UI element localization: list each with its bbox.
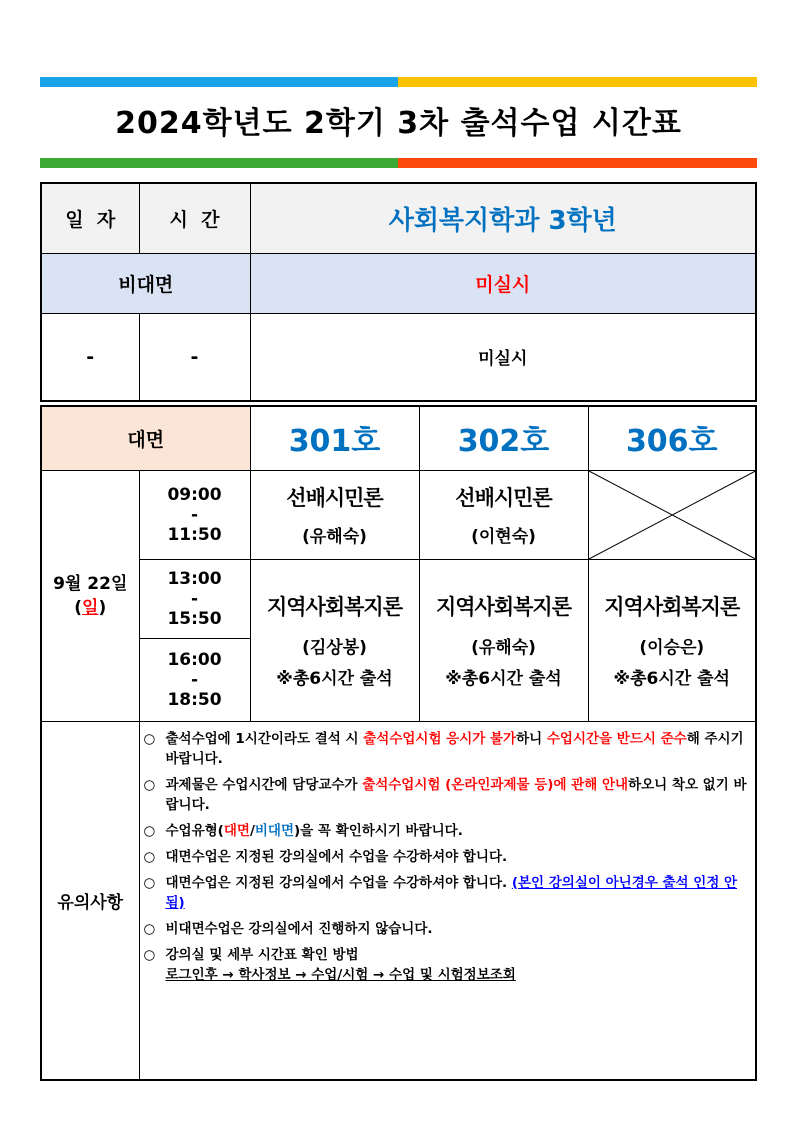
online-row-time: - <box>139 313 250 401</box>
class-301-morning: 선배시민론 (유해숙) <box>250 470 419 559</box>
page-title: 2024학년도 2학기 3차 출석수업 시간표 <box>115 106 682 141</box>
online-table <box>40 182 757 402</box>
offline-date <box>41 470 139 721</box>
top-bar-yellow <box>398 77 757 87</box>
class-302-morning: 선배시민론 (이현숙) <box>419 470 588 559</box>
room-301: 301호 <box>250 406 419 470</box>
room-306: 306호 <box>588 406 756 470</box>
offline-table <box>40 405 757 1081</box>
offline-mode-label: 대면 <box>41 406 250 470</box>
header-dept: 사회복지학과 3학년 <box>250 183 756 253</box>
note-item: ○ 과제물은 수업시간에 담당교수가 출석수업시험 (온라인과제물 등)에 관해 안내하오니 착오 없기 바랍니다. <box>143 776 747 813</box>
menu-path: 로그인후 → 학사정보 → 수업/시험 → 수업 및 시험정보조회 <box>165 966 516 983</box>
note-item: ○ 대면수업은 지정된 강의실에서 수업을 수강하셔야 합니다. (본인 강의실이 아닌경우 출석 인정 안됨) <box>143 874 738 911</box>
top-bar-blue <box>40 77 398 87</box>
notes-label: 유의사항 <box>41 721 139 1080</box>
notes-list <box>139 721 756 1080</box>
class-306-afternoon: 지역사회복지론 (이승은) ※총6시간 출석 <box>588 559 756 721</box>
cross-out-icon <box>589 471 756 559</box>
time-slot-2: 13:00 - 15:50 <box>139 559 250 638</box>
time-slot-3: 16:00 - 18:50 <box>139 638 250 721</box>
date-text: 9월 22일 <box>53 573 128 594</box>
online-mode-status: 미실시 <box>250 253 756 313</box>
header-date: 일 자 <box>41 183 139 253</box>
attendance-warning-link: (본인 강의실이 아닌경우 출석 인정 안됨) <box>165 874 738 911</box>
bottom-bar-green <box>40 158 398 168</box>
bottom-bar-orange <box>398 158 757 168</box>
online-mode-label: 비대면 <box>41 253 250 313</box>
empty-slot-306-morning <box>588 470 756 559</box>
note-item: ○ 수업유형(대면/비대면)을 꼭 확인하시기 바랍니다. <box>143 822 463 839</box>
online-row-date: - <box>41 313 139 401</box>
room-302: 302호 <box>419 406 588 470</box>
note-item: ○ 강의실 및 세부 시간표 확인 방법 로그인후 → 학사정보 → 수업/시험 → 수업 및 시험정보조회 <box>143 946 516 983</box>
note-item: ○ 대면수업은 지정된 강의실에서 수업을 수강하셔야 합니다. <box>143 848 508 865</box>
online-row-status: 미실시 <box>250 313 756 401</box>
class-302-afternoon: 지역사회복지론 (유해숙) ※총6시간 출석 <box>419 559 588 721</box>
header-time: 시 간 <box>139 183 250 253</box>
time-slot-1: 09:00 - 11:50 <box>139 470 250 559</box>
note-item: ○ 비대면수업은 강의실에서 진행하지 않습니다. <box>143 920 433 937</box>
day-text: (일) <box>74 597 107 618</box>
class-301-afternoon: 지역사회복지론 (김상봉) ※총6시간 출석 <box>250 559 419 721</box>
note-item: ○ 출석수업에 1시간이라도 결석 시 출석수업시험 응시가 불가하니 수업시간을 반드시 준수해 주시기 바랍니다. <box>143 730 744 767</box>
